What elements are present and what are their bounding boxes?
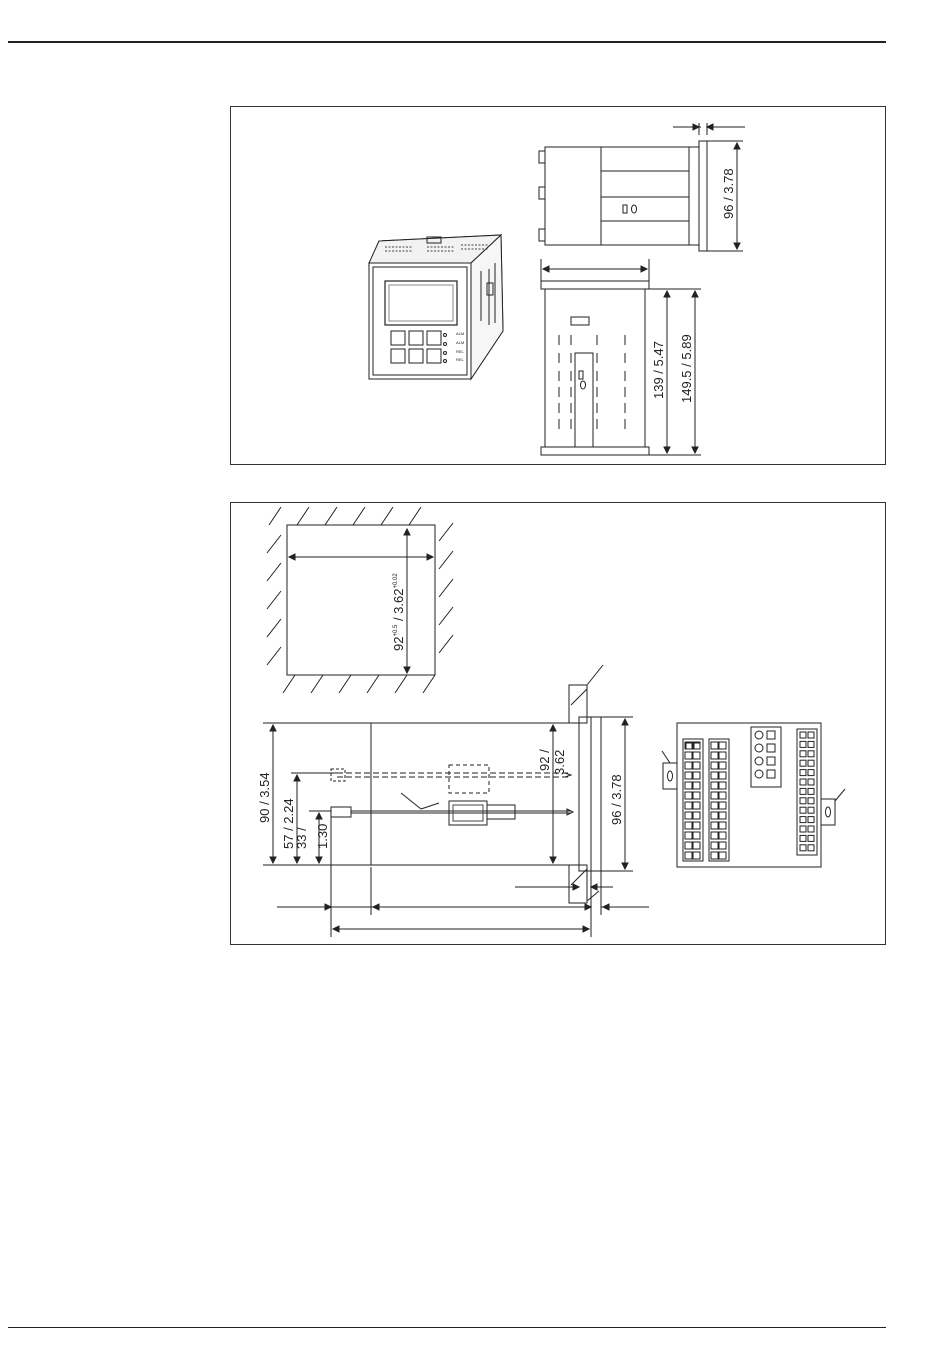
- terminal-cell: [711, 772, 718, 779]
- terminal-cell: [711, 782, 718, 789]
- terminal-circle: [755, 731, 763, 739]
- terminal-cell: [808, 732, 814, 738]
- terminal-cell: [800, 826, 806, 832]
- terminal-cell: [685, 842, 692, 849]
- terminal-cell: [719, 762, 726, 769]
- total-height-label: 149.5 / 5.89: [679, 334, 694, 403]
- terminal-cell: [808, 770, 814, 776]
- terminal-cell: [800, 835, 806, 841]
- side-view: [539, 141, 707, 251]
- terminal-cell: [693, 822, 700, 829]
- dim-57-label: 57 / 2.24: [281, 798, 296, 849]
- terminal-circle: [755, 770, 763, 778]
- instrument-3d-icon: [369, 235, 503, 379]
- terminal-cell: [693, 812, 700, 819]
- top-rule: [8, 41, 886, 43]
- terminal-cell: [808, 779, 814, 785]
- dim-33-label: 33 /: [294, 827, 309, 849]
- terminal-cell: [719, 812, 726, 819]
- terminal-cell: [685, 832, 692, 839]
- terminal-cell: [719, 772, 726, 779]
- terminal-cell: [808, 835, 814, 841]
- cutout-dimension-label: $92^{+0.5} / 3.62^{+0.02}$: [391, 573, 406, 651]
- terminal-cell: [800, 770, 806, 776]
- terminal-cell: [800, 798, 806, 804]
- terminal-cell: [693, 792, 700, 799]
- device-dimensions-drawing: [231, 107, 885, 464]
- terminal-cell: [693, 782, 700, 789]
- terminal-cell: [685, 852, 692, 859]
- terminal-block-icon: [677, 723, 821, 867]
- dimensions-panel-bottom: [230, 502, 886, 945]
- terminal-cell: [719, 792, 726, 799]
- terminal-cell: [693, 772, 700, 779]
- terminal-cell: [693, 852, 700, 859]
- terminal-cell: [685, 812, 692, 819]
- terminal-cell: [711, 822, 718, 829]
- terminal-cell: [711, 812, 718, 819]
- terminal-cell: [800, 760, 806, 766]
- terminal-cell: [711, 832, 718, 839]
- terminal-cell: [711, 762, 718, 769]
- terminal-cell: [685, 802, 692, 809]
- terminal-cell: [800, 751, 806, 757]
- terminal-cell: [800, 741, 806, 747]
- svg-text:ALM: ALM: [456, 340, 465, 345]
- bottom-rule: [8, 1327, 886, 1328]
- svg-text:REL: REL: [456, 349, 464, 354]
- terminal-cell: [767, 744, 775, 752]
- mounted-side-view: [331, 665, 603, 903]
- terminal-cell: [767, 731, 775, 739]
- terminal-cell: [719, 782, 726, 789]
- terminal-circle: [755, 757, 763, 765]
- body-height-label: 139 / 5.47: [651, 341, 666, 399]
- terminal-cell: [685, 792, 692, 799]
- front-height-label: 96 / 3.78: [721, 168, 736, 219]
- terminal-cell: [719, 822, 726, 829]
- terminal-cell: [767, 757, 775, 765]
- terminal-cell: [800, 817, 806, 823]
- terminal-cell: [808, 760, 814, 766]
- terminal-cell: [719, 742, 726, 749]
- terminal-cell: [800, 807, 806, 813]
- dim-96-label: 96 / 3.78: [609, 774, 624, 825]
- terminal-cell: [800, 845, 806, 851]
- dim-92-label: 92 /: [537, 749, 552, 771]
- terminal-cell: [800, 732, 806, 738]
- terminal-cell: [685, 782, 692, 789]
- terminal-cell: [693, 832, 700, 839]
- terminal-cell: [711, 802, 718, 809]
- dim-130-label: 1.30: [315, 823, 330, 849]
- terminal-cell: [693, 752, 700, 759]
- terminal-cell: [685, 752, 692, 759]
- terminal-cell: [808, 798, 814, 804]
- dim-362-label: 3.62: [552, 749, 567, 775]
- terminal-circle: [755, 744, 763, 752]
- terminal-cell: [711, 752, 718, 759]
- terminal-cell: [808, 751, 814, 757]
- terminal-cell: [808, 807, 814, 813]
- terminal-cell: [685, 772, 692, 779]
- terminal-cell: [808, 788, 814, 794]
- terminal-cell: [808, 741, 814, 747]
- terminal-cell: [711, 842, 718, 849]
- svg-text:ALM: ALM: [456, 331, 465, 336]
- dimensions-panel-top: [230, 106, 886, 465]
- terminal-cell: [711, 852, 718, 859]
- terminal-cell: [693, 762, 700, 769]
- dim-90-label: 90 / 3.54: [257, 772, 272, 823]
- terminal-cell: [800, 779, 806, 785]
- terminal-cell: [711, 792, 718, 799]
- terminal-cell: [719, 802, 726, 809]
- mounting-dimensions-drawing: [231, 503, 885, 944]
- terminal-cell: [693, 842, 700, 849]
- terminal-cell: [719, 752, 726, 759]
- terminal-cell: [719, 832, 726, 839]
- svg-text:REL: REL: [456, 357, 464, 362]
- terminal-cell: [719, 852, 726, 859]
- hatched-panel-icon: [267, 507, 453, 693]
- terminal-cell: [685, 822, 692, 829]
- terminal-cell: [685, 762, 692, 769]
- plan-view: [541, 281, 649, 455]
- terminal-cell: [711, 742, 718, 749]
- terminal-cell: [808, 817, 814, 823]
- terminal-cell: [767, 770, 775, 778]
- terminal-cell: [808, 845, 814, 851]
- terminal-cell: [719, 842, 726, 849]
- terminal-cell: [693, 802, 700, 809]
- terminal-cell: [808, 826, 814, 832]
- terminal-cell: [800, 788, 806, 794]
